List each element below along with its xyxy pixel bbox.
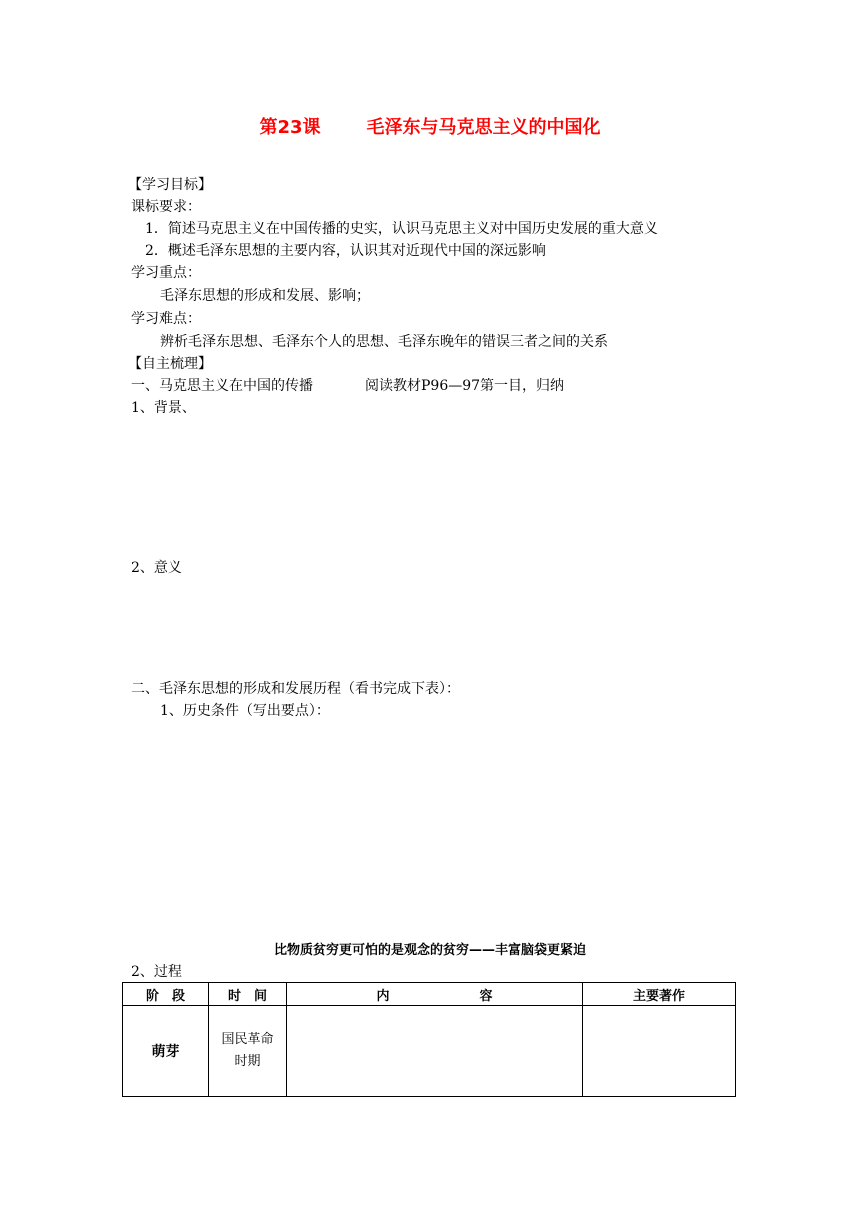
objectives-header: 【学习目标】 <box>128 177 212 193</box>
section-1-heading <box>131 375 564 397</box>
lesson-number: 第23课 <box>259 117 321 138</box>
item-process: 2、过程 <box>131 964 182 980</box>
motto: 比物质贫穷更可怕的是观念的贫穷——丰富脑袋更紧迫 <box>273 943 586 958</box>
self-study-header: 【自主梳理】 <box>128 356 212 372</box>
key-points-label: 学习重点： <box>131 265 201 281</box>
item-background: 1、背景、 <box>131 400 196 416</box>
item-conditions: 1、历史条件（写出要点）： <box>160 703 330 719</box>
page-title <box>0 114 860 142</box>
section-2-heading: 二、毛泽东思想的形成和发展历程（看书完成下表）： <box>131 681 460 697</box>
table-row <box>123 1006 736 1097</box>
item-meaning: 2、意义 <box>131 560 182 576</box>
lesson-topic: 毛泽东与马克思主义的中国化 <box>366 117 601 138</box>
requirement-2: 2．概述毛泽东思想的主要内容，认识其对近现代中国的深远影响 <box>145 243 546 259</box>
standard-label: 课标要求： <box>131 199 201 215</box>
header-content-a: 内 <box>376 988 390 1004</box>
section-1-note: 阅读教材P96—97第一目，归纳 <box>365 378 565 394</box>
difficult-points-label: 学习难点： <box>131 311 201 327</box>
difficult-points-text: 辨析毛泽东思想、毛泽东个人的思想、毛泽东晚年的错误三者之间的关系 <box>160 334 608 350</box>
time-line-2: 时期 <box>234 1054 261 1069</box>
requirement-1: 1．简述马克思主义在中国传播的史实，认识马克思主义对中国历史发展的重大意义 <box>145 221 658 237</box>
header-time: 时 间 <box>209 983 287 1006</box>
header-content-b: 容 <box>479 988 493 1004</box>
table-header-row <box>123 983 736 1006</box>
header-works: 主要著作 <box>583 983 736 1006</box>
header-stage: 阶 段 <box>123 983 209 1006</box>
time-cell <box>209 1006 287 1097</box>
section-1-title: 一、马克思主义在中国的传播 <box>131 378 313 394</box>
works-cell[interactable] <box>583 1006 736 1097</box>
content-cell[interactable] <box>287 1006 583 1097</box>
process-table <box>122 982 736 1097</box>
time-line-1: 国民革命 <box>221 1032 274 1047</box>
key-points-text: 毛泽东思想的形成和发展、影响； <box>160 288 370 304</box>
header-content <box>287 983 583 1006</box>
stage-cell: 萌芽 <box>123 1006 209 1097</box>
